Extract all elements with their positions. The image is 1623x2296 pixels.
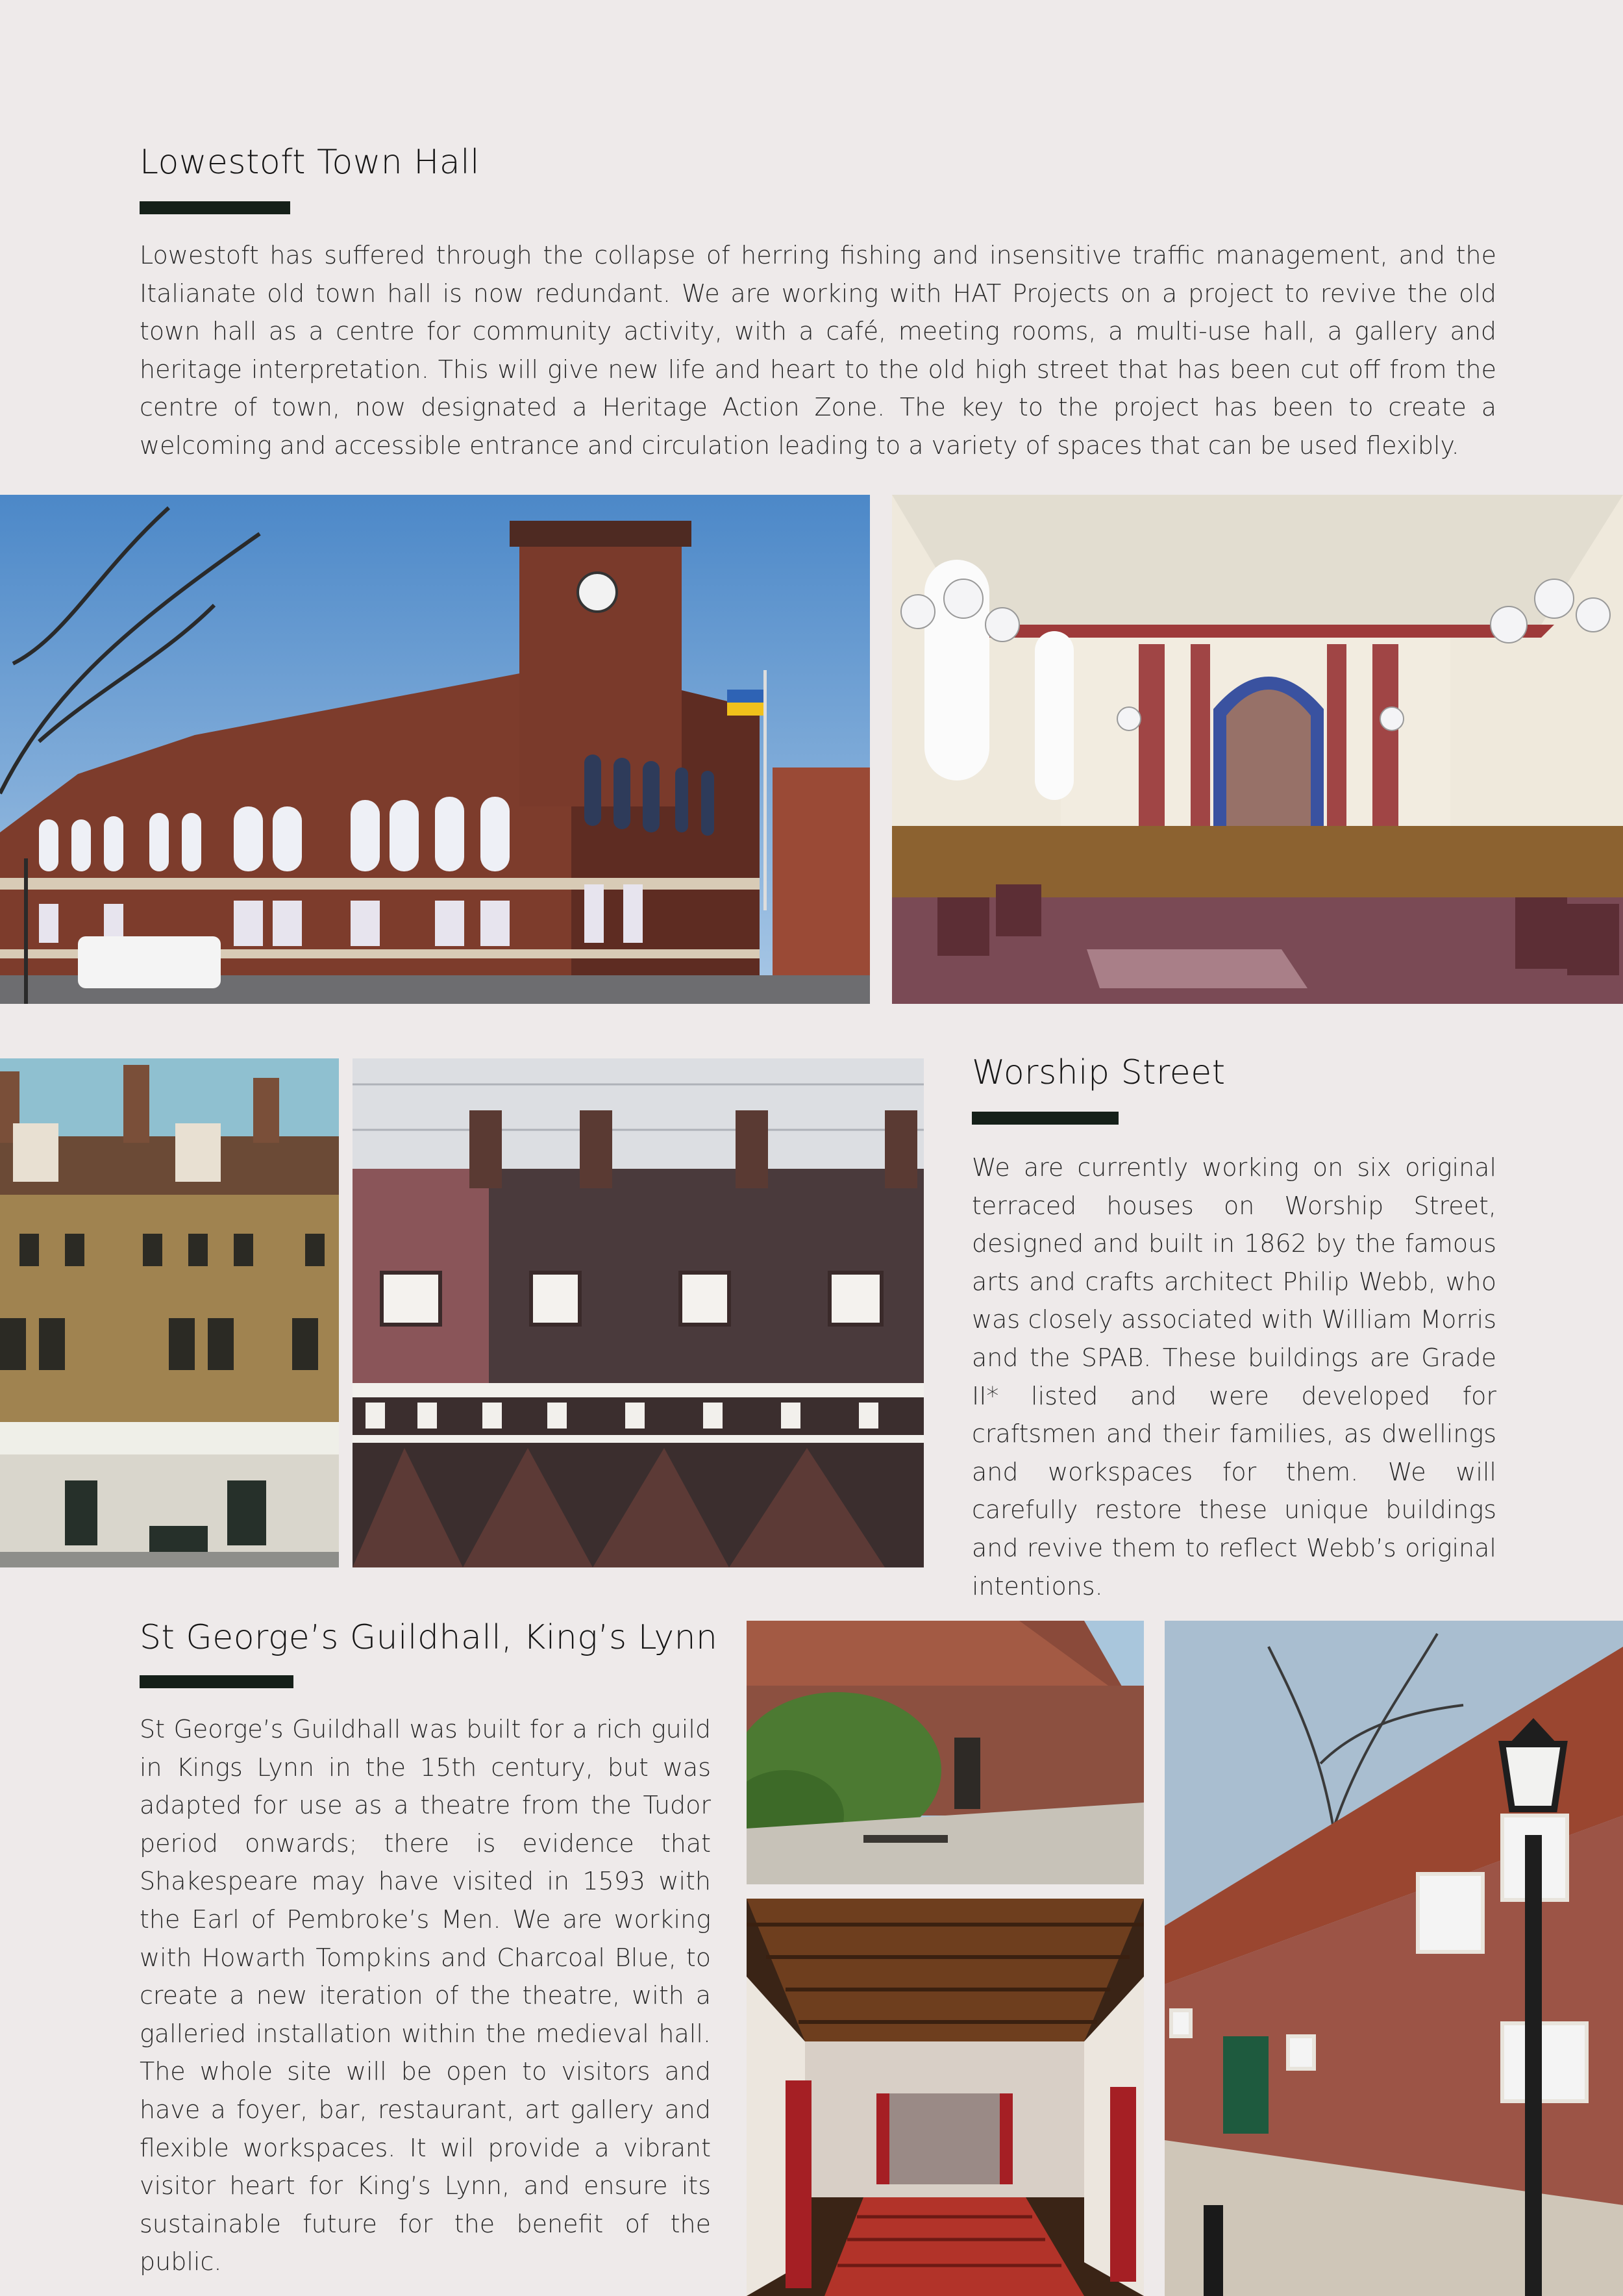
paragraph-guildhall: St George’s Guildhall was built for a rich guild in Kings Lynn in the 15th century, but was adapted for use as a theatre from the Tudor period onwards; there is evidence that Shakespeare may have visited in 1593 with the Earl of Pembroke’s Men. We are working with Howarth Tompkins and Charcoal Blue, to create a new iteration of the theatre, with a galleried installation within the medieval hall. The whole site will be open to visitors and have a foyer, bar, restaurant, art gallery and flexible workspaces. It wil provide a vibrant visitor heart for King’s Lynn, and ensure its sustainable future for the benefit of the public.: [140, 1715, 711, 2277]
heading-rule-guildhall: [140, 1675, 293, 1688]
photo-guildhall-courtyard: [747, 1621, 1144, 1884]
heading-worship-street: Worship Street: [972, 1053, 1226, 1092]
heading-rule-lowestoft: [140, 201, 290, 214]
paragraph-lowestoft: Lowestoft has suffered through the collapse of herring fishing and insensitive traffic management, and the Italianate old town hall is now redundant. We are working with HAT Projects on a project to revive the old town hall as a centre for community activity, with a café, meeting rooms, a multi-use hall, a gallery and heritage interpretation. This will give new life and heart to the old high street that has been cut off from the centre of town, now designated a Heritage Action Zone. The key to the project has been to create a welcoming and accessible entrance and circulation leading to a variety of spaces that can be used flexibly.: [140, 241, 1496, 460]
photo-worship-street-facade: [0, 1058, 339, 1567]
paragraph-worship-street: We are currently working on six original terraced houses on Worship Street, designed and built in 1862 by the famous arts and crafts architect Philip Webb, who was closely associated with William Morris and the SPAB. These buildings are Grade II* listed and were developed for craftsmen and their families, as dwellings and workspaces for them. We will carefully restore these unique buildings and revive them to reflect Webb’s original intentions.: [972, 1153, 1496, 1601]
heading-lowestoft: Lowestoft Town Hall: [140, 143, 480, 182]
photo-guildhall-lamp: [1165, 1621, 1623, 2296]
photo-guildhall-theatre: [747, 1899, 1144, 2296]
photo-town-hall-exterior: [0, 495, 870, 1004]
heading-rule-worship-street: [972, 1112, 1119, 1125]
photo-town-hall-interior: [892, 495, 1623, 1004]
heading-guildhall: St George’s Guildhall, King’s Lynn: [140, 1618, 718, 1657]
photo-worship-street-roofs: [353, 1058, 924, 1567]
